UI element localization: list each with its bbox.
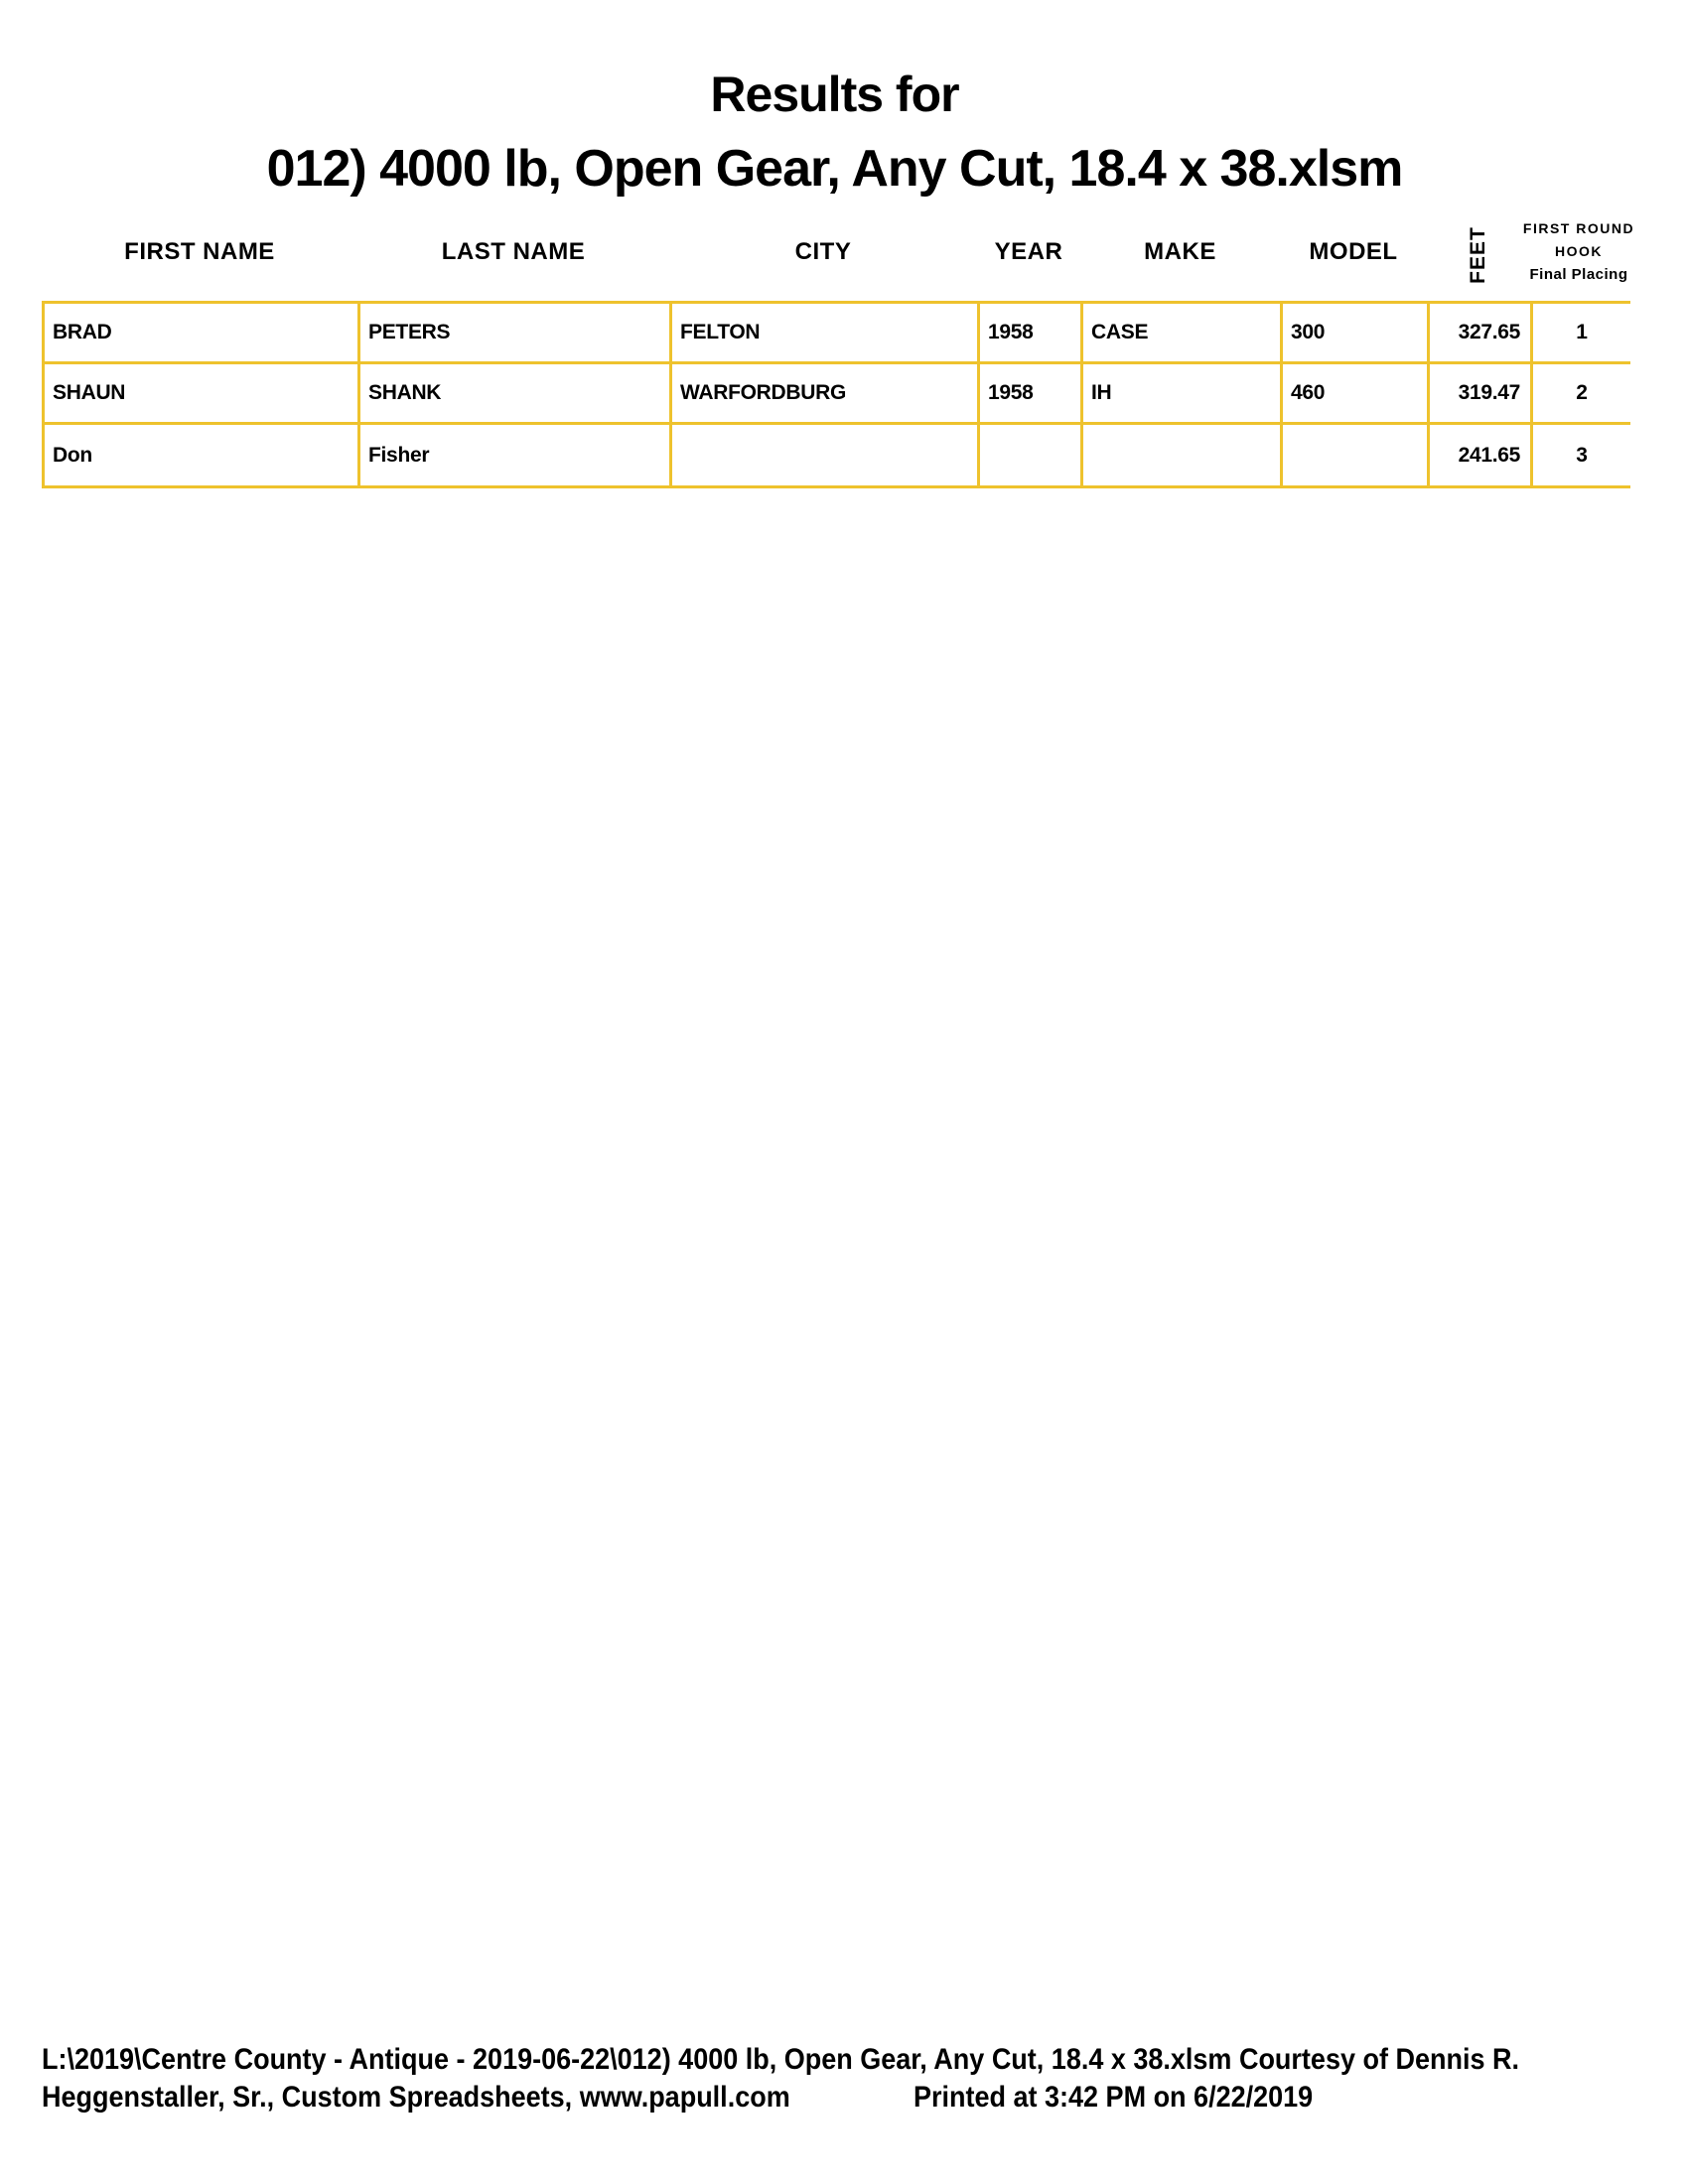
cell-final-placing: 2	[1533, 364, 1630, 425]
cell-model	[1283, 425, 1430, 485]
hook-header-line2: HOOK	[1555, 243, 1603, 259]
column-header-city: CITY	[794, 238, 852, 265]
cell-first-name: Don	[45, 425, 360, 485]
footer-file-path-line	[42, 2043, 1683, 2077]
footer-printed-at	[914, 2081, 1357, 2115]
column-header-last-name: LAST NAME	[441, 238, 586, 265]
column-header-first-name: FIRST NAME	[124, 238, 275, 265]
cell-final-placing: 3	[1533, 425, 1630, 485]
hook-header-line3: Final Placing	[1529, 266, 1628, 283]
column-header-first-round-hook	[1510, 217, 1647, 287]
cell-model: 460	[1283, 364, 1430, 425]
cell-feet: 241.65	[1430, 425, 1533, 485]
cell-first-name: BRAD	[45, 304, 360, 364]
cell-final-placing: 1	[1533, 304, 1630, 364]
column-header-make: MAKE	[1144, 238, 1216, 265]
hook-header-line1: FIRST ROUND	[1522, 220, 1635, 236]
cell-city: FELTON	[672, 304, 980, 364]
cell-first-name: SHAUN	[45, 364, 360, 425]
cell-make	[1083, 425, 1283, 485]
cell-year: 1958	[980, 304, 1083, 364]
cell-feet: 319.47	[1430, 364, 1533, 425]
page-subtitle: 012) 4000 lb, Open Gear, Any Cut, 18.4 x 38.xlsm	[266, 140, 1403, 198]
cell-make: IH	[1083, 364, 1283, 425]
cell-city	[672, 425, 980, 485]
cell-year	[980, 425, 1083, 485]
results-table	[42, 301, 1630, 488]
column-header-model: MODEL	[1309, 238, 1398, 265]
cell-year: 1958	[980, 364, 1083, 425]
cell-last-name: Fisher	[360, 425, 672, 485]
page-title: Results for	[710, 67, 959, 122]
footer-printed-at-text: Printed at 3:42 PM on 6/22/2019	[914, 2081, 1314, 2114]
cell-make: CASE	[1083, 304, 1283, 364]
footer-path-text: L:\2019\Centre County - Antique - 2019-06-22\012) 4000 lb, Open Gear, Any Cut, 18.4 x 38.xlsm Courtesy of Dennis R.	[42, 2043, 1519, 2076]
feet-vertical-label: FEET	[1466, 226, 1489, 284]
footer-credit-text: Heggenstaller, Sr., Custom Spreadsheets, www.papull.com	[42, 2081, 790, 2114]
cell-last-name: SHANK	[360, 364, 672, 425]
column-header-year: YEAR	[994, 238, 1063, 265]
cell-last-name: PETERS	[360, 304, 672, 364]
cell-city: WARFORDBURG	[672, 364, 980, 425]
cell-model: 300	[1283, 304, 1430, 364]
footer-credit-line	[42, 2081, 1630, 2115]
cell-feet: 327.65	[1430, 304, 1533, 364]
